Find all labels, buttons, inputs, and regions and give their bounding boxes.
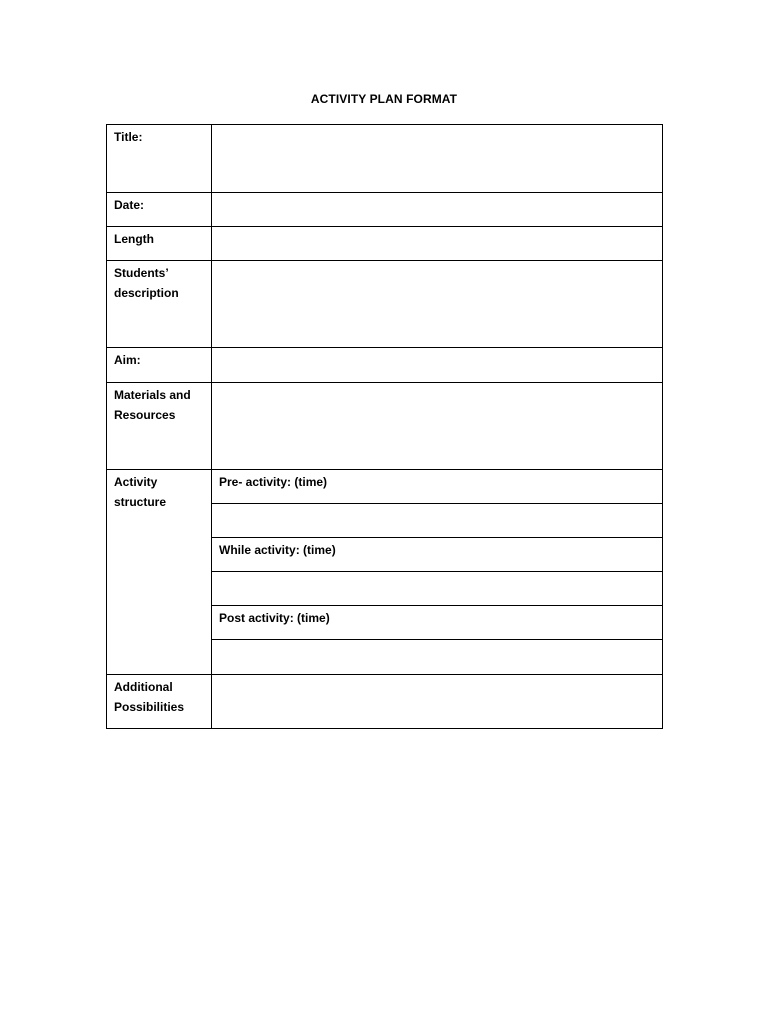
- title-field[interactable]: [212, 125, 663, 193]
- post-activity-cell: [212, 606, 663, 640]
- table-row-pre-activity: [107, 470, 663, 504]
- date-label-text: Date:: [114, 198, 145, 212]
- students-description-field[interactable]: [212, 261, 663, 348]
- pre-activity-field[interactable]: [212, 504, 663, 538]
- pre-activity-cell: [212, 470, 663, 504]
- table-row-materials: [107, 383, 663, 470]
- length-field[interactable]: [212, 227, 663, 261]
- materials-field[interactable]: [212, 383, 663, 470]
- table-row-length: [107, 227, 663, 261]
- materials-label: [107, 383, 212, 470]
- length-label-text: Length: [114, 232, 154, 246]
- document-title: ACTIVITY PLAN FORMAT: [310, 92, 458, 106]
- activity-plan-table: [106, 124, 663, 729]
- aim-label-text: Aim:: [114, 353, 141, 367]
- students-description-label-text: Students’ description: [114, 266, 179, 300]
- post-activity-field[interactable]: [212, 640, 663, 675]
- date-label: [107, 193, 212, 227]
- length-label: [107, 227, 212, 261]
- while-activity-field[interactable]: [212, 572, 663, 606]
- additional-possibilities-label: [107, 675, 212, 729]
- while-activity-cell: [212, 538, 663, 572]
- title-label: [107, 125, 212, 193]
- title-label-text: Title:: [114, 130, 143, 144]
- additional-possibilities-label-text: Additional Possibilities: [114, 680, 185, 714]
- activity-structure-label-text: Activity structure: [114, 475, 167, 509]
- while-activity-label: While activity: (time): [219, 543, 336, 557]
- date-field[interactable]: [212, 193, 663, 227]
- pre-activity-label: Pre- activity: (time): [219, 475, 328, 489]
- table-row-aim: [107, 348, 663, 383]
- table-row-title: [107, 125, 663, 193]
- activity-structure-label: [107, 470, 212, 675]
- post-activity-label: Post activity: (time): [219, 611, 330, 625]
- students-description-label: [107, 261, 212, 348]
- table-row-students-description: [107, 261, 663, 348]
- aim-field[interactable]: [212, 348, 663, 383]
- additional-possibilities-field[interactable]: [212, 675, 663, 729]
- aim-label: [107, 348, 212, 383]
- table-row-date: [107, 193, 663, 227]
- materials-label-text: Materials and Resources: [114, 388, 191, 422]
- table-row-additional-possibilities: [107, 675, 663, 729]
